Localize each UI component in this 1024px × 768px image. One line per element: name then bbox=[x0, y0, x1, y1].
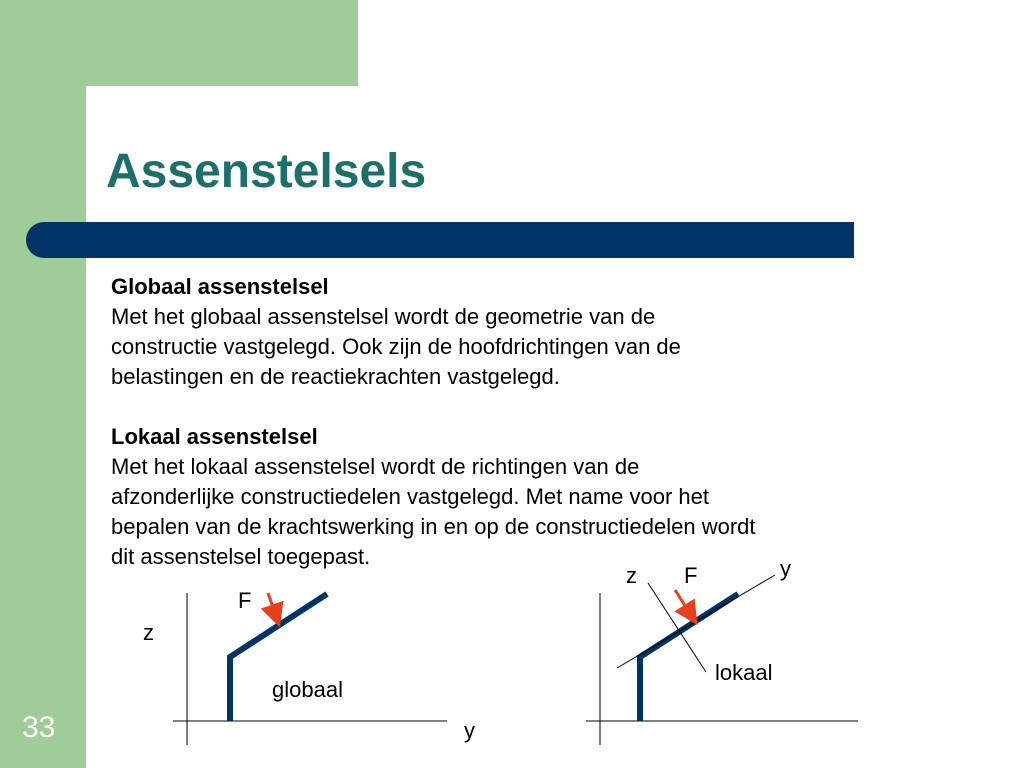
local-caption: lokaal bbox=[715, 660, 773, 685]
section-line: bepalen van de krachtswerking in en op de constructiedelen wordt bbox=[111, 514, 756, 539]
section-line: belastingen en de reactiekrachten vastgelegd. bbox=[111, 364, 560, 389]
global-force-label: F bbox=[238, 588, 252, 613]
local-z-axis bbox=[648, 583, 706, 672]
section-heading-global: Globaal assenstelsel bbox=[111, 274, 329, 299]
global-force-arrow bbox=[268, 593, 276, 616]
global-z-label: z bbox=[143, 620, 154, 645]
local-diagram bbox=[586, 556, 858, 745]
section-line: afzonderlijke constructiedelen vastgelegd. Met name voor het bbox=[111, 484, 710, 509]
local-y-label: y bbox=[780, 556, 791, 581]
global-y-label: y bbox=[464, 718, 475, 743]
section-line: constructie vastgelegd. Ook zijn de hoofdrichtingen van de bbox=[111, 334, 681, 359]
local-force-arrow bbox=[675, 590, 691, 615]
slide-number: 33 bbox=[22, 711, 56, 744]
section-line: Met het lokaal assenstelsel wordt de richtingen van de bbox=[111, 454, 640, 479]
local-force-label: F bbox=[684, 563, 698, 588]
global-diagram bbox=[143, 588, 475, 745]
section-line: Met het globaal assenstelsel wordt de geometrie van de bbox=[111, 304, 656, 329]
global-caption: globaal bbox=[272, 677, 343, 702]
slide-title: Assenstelsels bbox=[106, 145, 427, 198]
section-line: dit assenstelsel toegepast. bbox=[111, 544, 371, 569]
local-z-label: z bbox=[626, 563, 637, 588]
section-heading-local: Lokaal assenstelsel bbox=[111, 424, 318, 449]
local-y-axis bbox=[617, 575, 775, 668]
